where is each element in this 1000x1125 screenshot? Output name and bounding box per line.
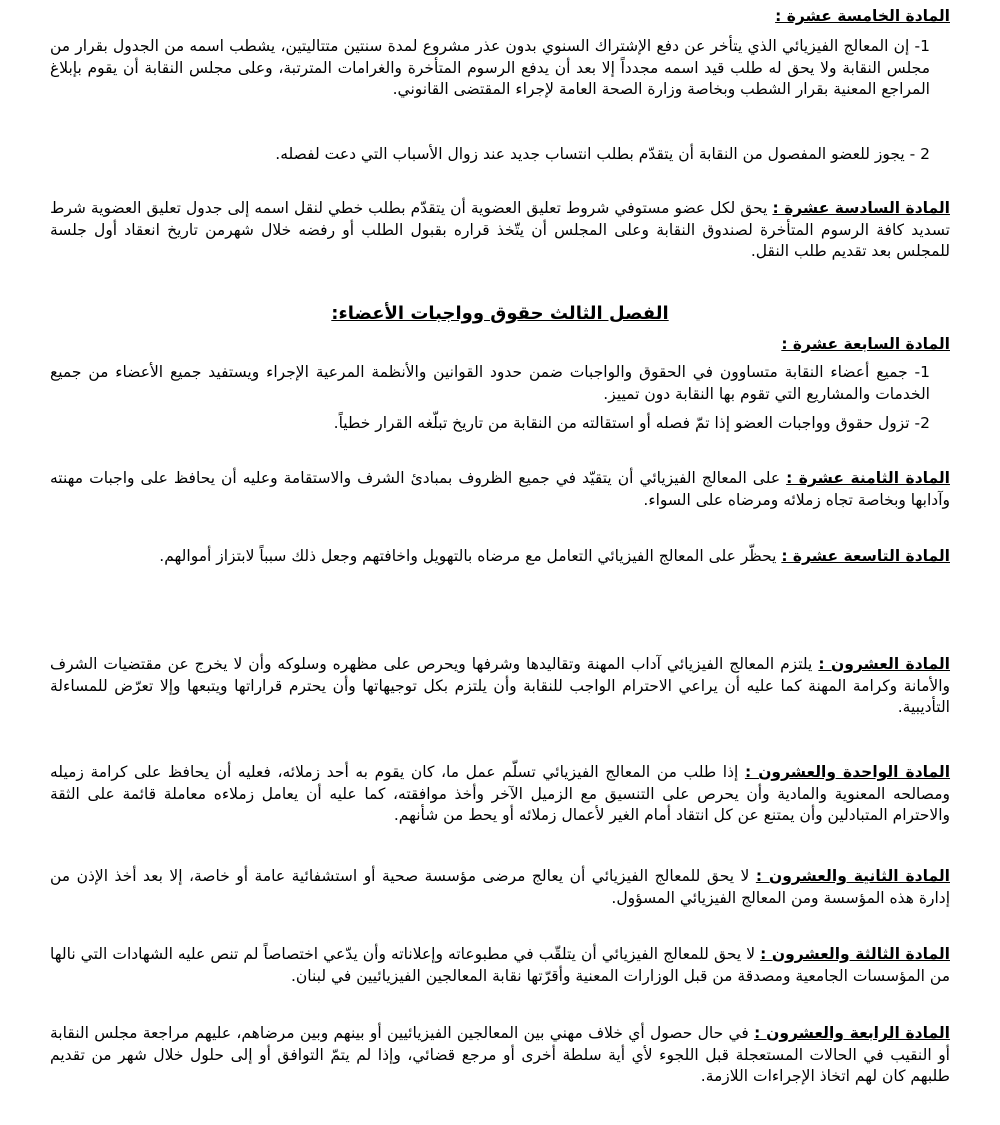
article-18-heading: المادة الثامنة عشرة : xyxy=(786,469,950,487)
article-24-heading: المادة الرابعة والعشرون : xyxy=(754,1024,950,1042)
article-17-paragraph-2: 2- تزول حقوق وواجبات العضو إذا تمّ فصله أو استقالته من النقابة من تاريخ تبلّغه القرار خطياً. xyxy=(333,414,930,432)
article-16 xyxy=(50,198,950,263)
article-15-paragraph-2: 2 - يجوز للعضو المفصول من النقابة أن يتقدّم بطلب انتساب جديد عند زوال الأسباب التي دعت لفصله. xyxy=(275,145,930,163)
article-23-body: لا يحق للمعالج الفيزيائي أن يتلقّب في مطبوعاته وإعلاناته وأن يدّعي اختصاصاً لم تنص عليه الشهادات التي نالها من المؤسسات الجامعية ومصدقة من قبل الوزارات المعنية وأقرّتها نقابة المعالجين الفيزيائيين في لبنان. xyxy=(50,945,950,985)
article-20 xyxy=(50,654,950,719)
article-20-heading: المادة العشرون : xyxy=(818,655,951,673)
article-23-heading: المادة الثالثة والعشرون : xyxy=(760,945,950,963)
article-18-body: على المعالج الفيزيائي أن يتقيّد في جميع الظروف بمبادئ الشرف والاستقامة وعليه أن يحافظ على واجبات مهنته وآدابها وبخاصة تجاه زملائه ومرضاه على السواء. xyxy=(50,469,950,509)
article-15-heading: المادة الخامسة عشرة : xyxy=(775,7,950,25)
article-17-paragraph-1: 1- جميع أعضاء النقابة متساوون في الحقوق والواجبات ضمن حدود القوانين والأنظمة المرعية الإجراء ويستفيد جميع الأعضاء من جميع الخدمات والمشاريع التي تقوم بها النقابة دون تمييز. xyxy=(50,363,930,403)
article-20-body: يلتزم المعالج الفيزيائي آداب المهنة وتقاليدها وشرفها ويحرص على مظهره وسلوكه وأن لا يخرج عن مقتضيات الشرف والأمانة وكرامة المهنة كما عليه أن يراعي الاحترام الواجب للنقابة وأن يلتزم بكل توجيهاتها وأن يحترم قراراتها ويتبعها وإلا تعرّض للمساءلة التأديبية. xyxy=(50,655,950,716)
article-22 xyxy=(50,866,950,909)
article-23 xyxy=(50,944,950,987)
article-21-heading: المادة الواحدة والعشرون : xyxy=(744,763,951,781)
article-15-paragraph-1: 1- إن المعالج الفيزيائي الذي يتأخر عن دفع الإشتراك السنوي بدون عذر مشروع لمدة سنتين متتاليتين، يشطب اسمه من الجدول بقرار من مجلس النقابة ولا يحق له طلب قيد اسمه مجدداً إلا بعد أن يدفع الرسوم المتأخرة والغرامات المترتبة، وعلى مجلس النقابة أن يقوم بإبلاغ المراجع المعنية بقرار الشطب وبخاصة وزارة الصحة العامة لإجراء المقتضى القانوني. xyxy=(50,37,930,98)
article-19-heading: المادة التاسعة عشرة : xyxy=(781,547,950,565)
article-24-body: في حال حصول أي خلاف مهني بين المعالجين الفيزيائيين أو بينهم وبين مرضاهم، عليهم مراجعة مجلس النقابة أو النقيب في الحالات المستعجلة قبل اللجوء لأي أية سلطة أخرى أو مرجع قضائي، وإذا لم يتمّ التوافق أو إلى حلول خلال شهر من تقديم طلبهم كان لهم اتخاذ الإجراءات اللازمة. xyxy=(50,1024,950,1085)
article-19 xyxy=(50,546,950,568)
article-18 xyxy=(50,468,950,511)
article-21-body: إذا طلب من المعالج الفيزيائي تسلّم عمل ما، كان يقوم به أحد زملائه، فعليه أن يحافظ على كرامة زميله ومصالحه المعنوية والمادية وأن يحرص على التنسيق مع الزميل الآخر وأخذ موافقته، كما عليه أن يعامل زملاءه معاملة قائمة على الثقة والاحترام المتبادلين وأن يمتنع عن كل انتقاد أمام الغير لأعمال زملائه أو يحط من شأنهم. xyxy=(50,763,950,824)
article-16-body: يحق لكل عضو مستوفي شروط تعليق العضوية أن يتقدّم بطلب خطي لنقل اسمه إلى جدول تعليق العضوية شرط تسديد كافة الرسوم المتأخرة لصندوق النقابة وعلى المجلس أن يتّخذ قراره بقبول الطلب أو رفضه خلال شهرمن تاريخ انعقاد أول جلسة للمجلس بعد تقديم طلب النقل. xyxy=(50,199,950,260)
article-17-heading: المادة السابعة عشرة : xyxy=(781,335,950,353)
article-19-body: يحظّر على المعالج الفيزيائي التعامل مع مرضاه بالتهويل واخافتهم وجعل ذلك سبباً لابتزاز أموالهم. xyxy=(159,547,777,565)
article-22-body: لا يحق للمعالج الفيزيائي أن يعالج مرضى مؤسسة صحية أو استشفائية عامة أو خاصة، إلا بعد أخذ الإذن من إدارة هذه المؤسسة ومن المعالج الفيزيائي المسؤول. xyxy=(50,867,950,907)
article-22-heading: المادة الثانية والعشرون : xyxy=(755,867,950,885)
article-24 xyxy=(50,1023,950,1088)
article-16-heading: المادة السادسة عشرة : xyxy=(772,199,950,217)
article-21 xyxy=(50,762,950,827)
chapter-title: الفصل الثالث حقوق وواجبات الأعضاء: xyxy=(331,303,669,324)
